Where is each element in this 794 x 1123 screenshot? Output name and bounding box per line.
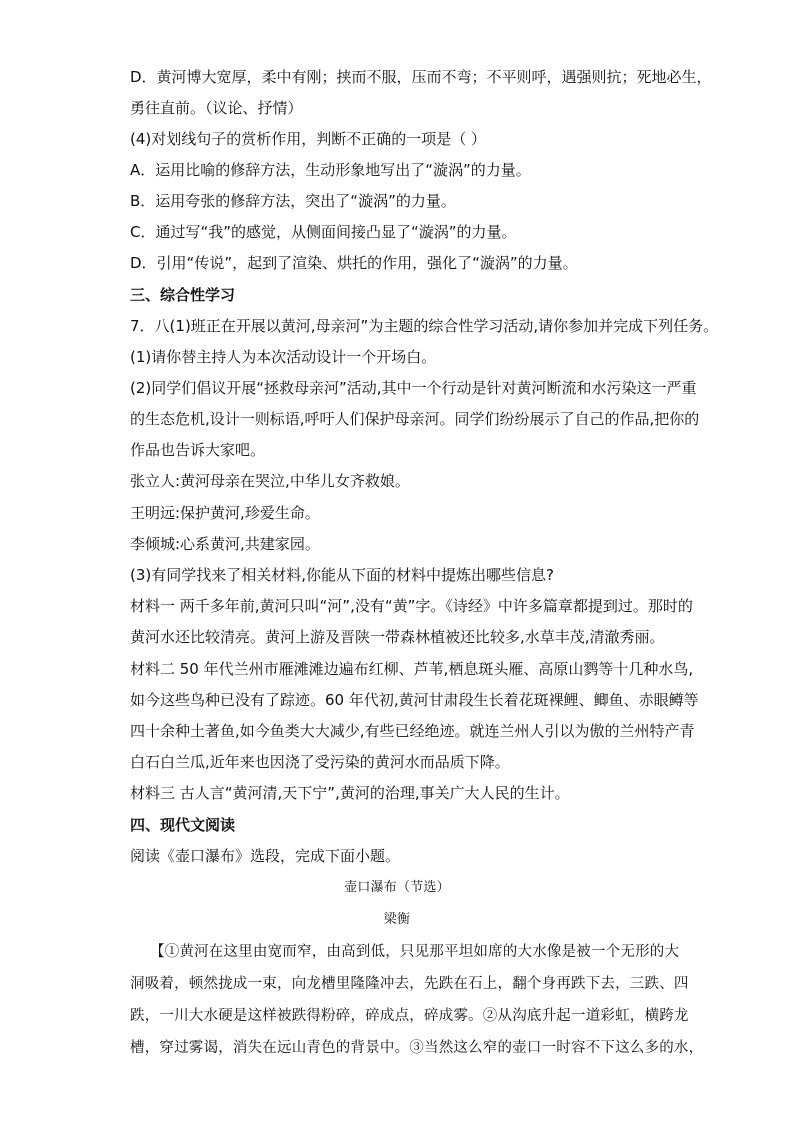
question-7: 7．八(1)班正在开展以黄河,母亲河”为主题的综合性学习活动,请你参加并完成下列任务。 <box>130 317 719 335</box>
passage-title: 壶口瀑布（节选） <box>344 880 450 895</box>
task-2-line3: 作品也告诉大家吧。 <box>130 441 266 459</box>
task-1: (1)请你替主持人为本次活动设计一个开场白。 <box>130 348 437 366</box>
passage-line3: 跌，一川大水硬是这样被跌得粉碎，碎成点，碎成雾。②从沟底升起一道彩虹，横跨龙 <box>130 1008 689 1024</box>
material-3: 材料三 古人言“黄河清,天下宁”,黄河的治理,事关广大人民的生计。 <box>130 784 570 802</box>
option-d-line2: 勇往直前。（议论、抒情） <box>130 99 303 117</box>
slogan-1: 张立人:黄河母亲在哭泣,中华儿女齐救娘。 <box>130 472 410 490</box>
material-2-line4: 白石白兰瓜,近年来也因浇了受污染的黄河水而品质下降。 <box>130 753 510 771</box>
material-2-line3: 四十余种土著鱼,如今鱼类大大减少,有些已经绝迹。就连兰州人引以为傲的兰州特产青 <box>130 722 695 740</box>
passage-author: 梁衡 <box>383 912 411 927</box>
section-4-heading: 四、现代文阅读 <box>130 816 236 834</box>
task-2-line1: (2)同学们倡议开展“拯救母亲河”活动,其中一个行动是针对黄河断流和水污染这一严重 <box>130 379 697 397</box>
reading-instruction: 阅读《壶口瀑布》选段，完成下面小题。 <box>130 847 401 865</box>
task-2-line2: 的生态危机,设计一则标语,呼吁人们保护母亲河。同学们纷纷展示了自己的作品,把你的 <box>130 410 700 428</box>
option-d: D．引用“传说”，起到了渲染、烘托的作用，强化了“漩涡”的力量。 <box>130 254 578 272</box>
option-a: A．运用比喻的修辞方法，生动形象地写出了“漩涡”的力量。 <box>130 161 531 179</box>
option-c: C．通过写“我”的感觉，从侧面间接凸显了“漩涡”的力量。 <box>130 223 517 241</box>
material-1-line2: 黄河水还比较清亮。黄河上游及晋陕一带森林植被还比较多,水草丰茂,清澈秀丽。 <box>130 628 665 646</box>
material-1-line1: 材料一 两千多年前,黄河只叫“河”,没有“黄”字。《诗经》中许多篇章都提到过。那时的 <box>130 597 693 615</box>
slogan-2: 王明远:保护黄河,珍爱生命。 <box>130 504 320 522</box>
material-2-line2: 如今这些鸟种已没有了踪迹。60 年代初,黄河甘肃段生长着花斑裸鲤、鲫鱼、赤眼鳟等 <box>130 691 699 709</box>
section-3-heading: 三、综合性学习 <box>130 286 236 304</box>
question-4: (4)对划线句子的赏析作用，判断不正确的一项是（ ） <box>130 130 487 148</box>
task-3: (3)有同学找来了相关材料,你能从下面的材料中提炼出哪些信息? <box>130 566 554 584</box>
option-b: B．运用夸张的修辞方法，突出了“漩涡”的力量。 <box>130 192 456 210</box>
passage-line4: 槽，穿过雾谒，消失在远山青色的背景中。③当然这么窄的壶口一时容不下这么多的水， <box>130 1040 704 1056</box>
passage-line2: 洞吸着，顿然拢成一束，向龙槽里隆隆冲去，先跌在石上，翻个身再跌下去，三跌、四 <box>130 976 689 992</box>
material-2-line1: 材料二 50 年代兰州市雁滩滩边遍布红柳、芦苇,栖息斑头雁、高原山鹨等十几种水鸟, <box>130 660 694 678</box>
passage-line1: 【①黄河在这里由宽而窄，由高到低，只见那平坦如席的大水像是被一个无形的大 <box>150 944 680 960</box>
slogan-3: 李倾城:心系黄河,共建家园。 <box>130 535 320 553</box>
option-d-line1: D．黄河博大宽厚，柔中有刚；挟而不服，压而不弯；不平则呼，遇强则抗；死地必生， <box>130 68 712 86</box>
